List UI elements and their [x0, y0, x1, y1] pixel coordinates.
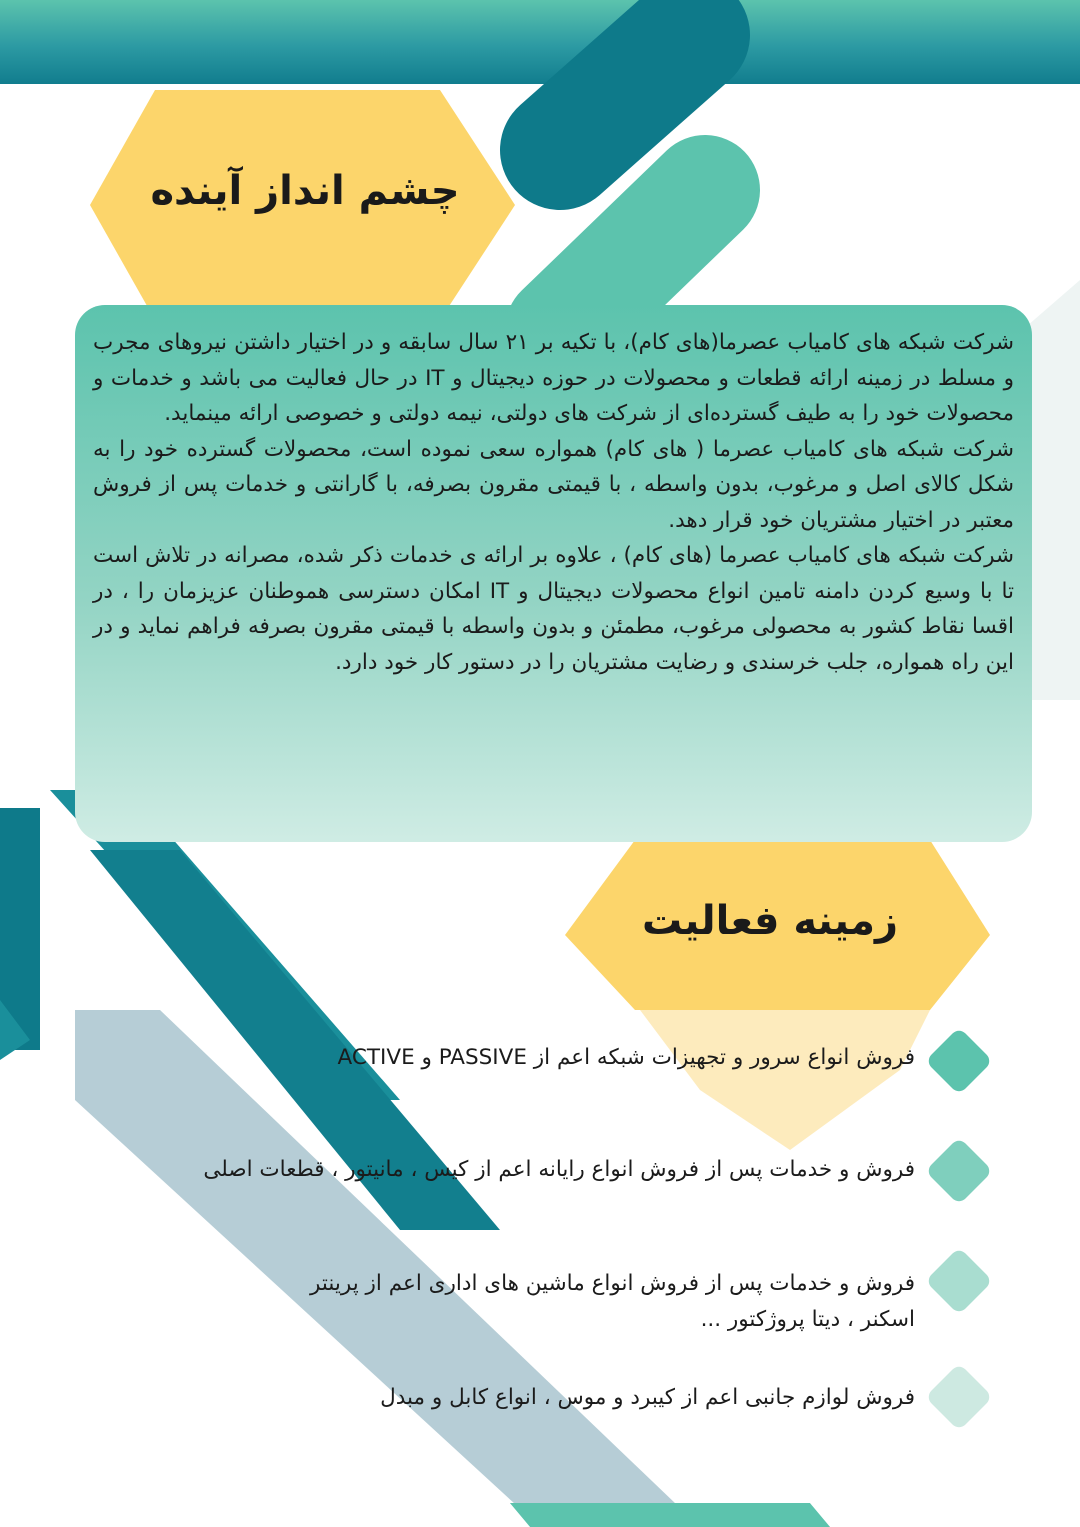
bullet-diamond-4 — [925, 1363, 993, 1431]
activity-item-1: فروش انواع سرور و تجهیزات شبکه اعم از PASSIVE و ACTIVE — [337, 1045, 915, 1070]
activity-item-3: فروش و خدمات پس از فروش انواع ماشین های اداری اعم از پرینتر اسکنر ، دیتا پروژکتور ... — [310, 1271, 915, 1332]
vision-panel — [75, 305, 1032, 842]
bullet-diamond-3 — [925, 1247, 993, 1315]
vision-title: چشم انداز آینده — [150, 168, 460, 214]
bullet-diamond-1 — [925, 1027, 993, 1095]
activity-item-4: فروش لوازم جانبی اعم از کیبرد و موس ، انواع کابل و مبدل — [380, 1385, 915, 1410]
deco-teal-stroke-top — [560, 35, 690, 150]
deco-yellow-fade — [640, 1010, 930, 1150]
vision-body: شرکت شبکه های کامیاب عصرما(های کام)، با تکیه بر ۲۱ سال سابقه و در اختیار داشتن نیروهای مجرب و مسلط در زمینه ارائه قطعات و محصولات در حوزه دیجیتال و IT در حال فعالیت می باشد و خدمات و محصولات خود را به طیف گسترده‌ای از شرکت های دولتی، نیمه دولتی و خصوصی ارائه مینماید. شرکت شبکه های کامیاب عصرما ( های کام) همواره سعی نموده است، محصولات گسترده خود را به شکل کالای اصل و مرغوب، بدون واسطه ، با قیمتی مقرون بصرفه، با گارانتی و خدمات پس از فروش معتبر در اختیار مشتریان خود قرار دهد. شرکت شبکه های کامیاب عصرما (های کام) ، علاوه بر ارائه ی خدمات ذکر شده، مصرانه در تلاش است تا با وسیع کردن دامنه تامین انواع محصولات دیجیتال و IT امکان دسترسی هموطنان عزیزمان را ، در اقسا نقاط کشور به محصولی مرغوب، مطمئن و بدون واسطه با قیمتی مقرون بصرفه فراهم نماید و در این راه همواره، جلب خرسندی و رضایت مشتریان را در دستور کار خود دارد. — [93, 330, 1015, 675]
activity-item-2: فروش و خدمات پس از فروش انواع رایانه اعم از کیس ، مانیتور ، قطعات اصلی — [203, 1157, 915, 1182]
bottom-bar — [510, 1503, 830, 1527]
activities-title: زمینه فعالیت — [641, 898, 899, 944]
bullet-diamond-2 — [925, 1137, 993, 1205]
